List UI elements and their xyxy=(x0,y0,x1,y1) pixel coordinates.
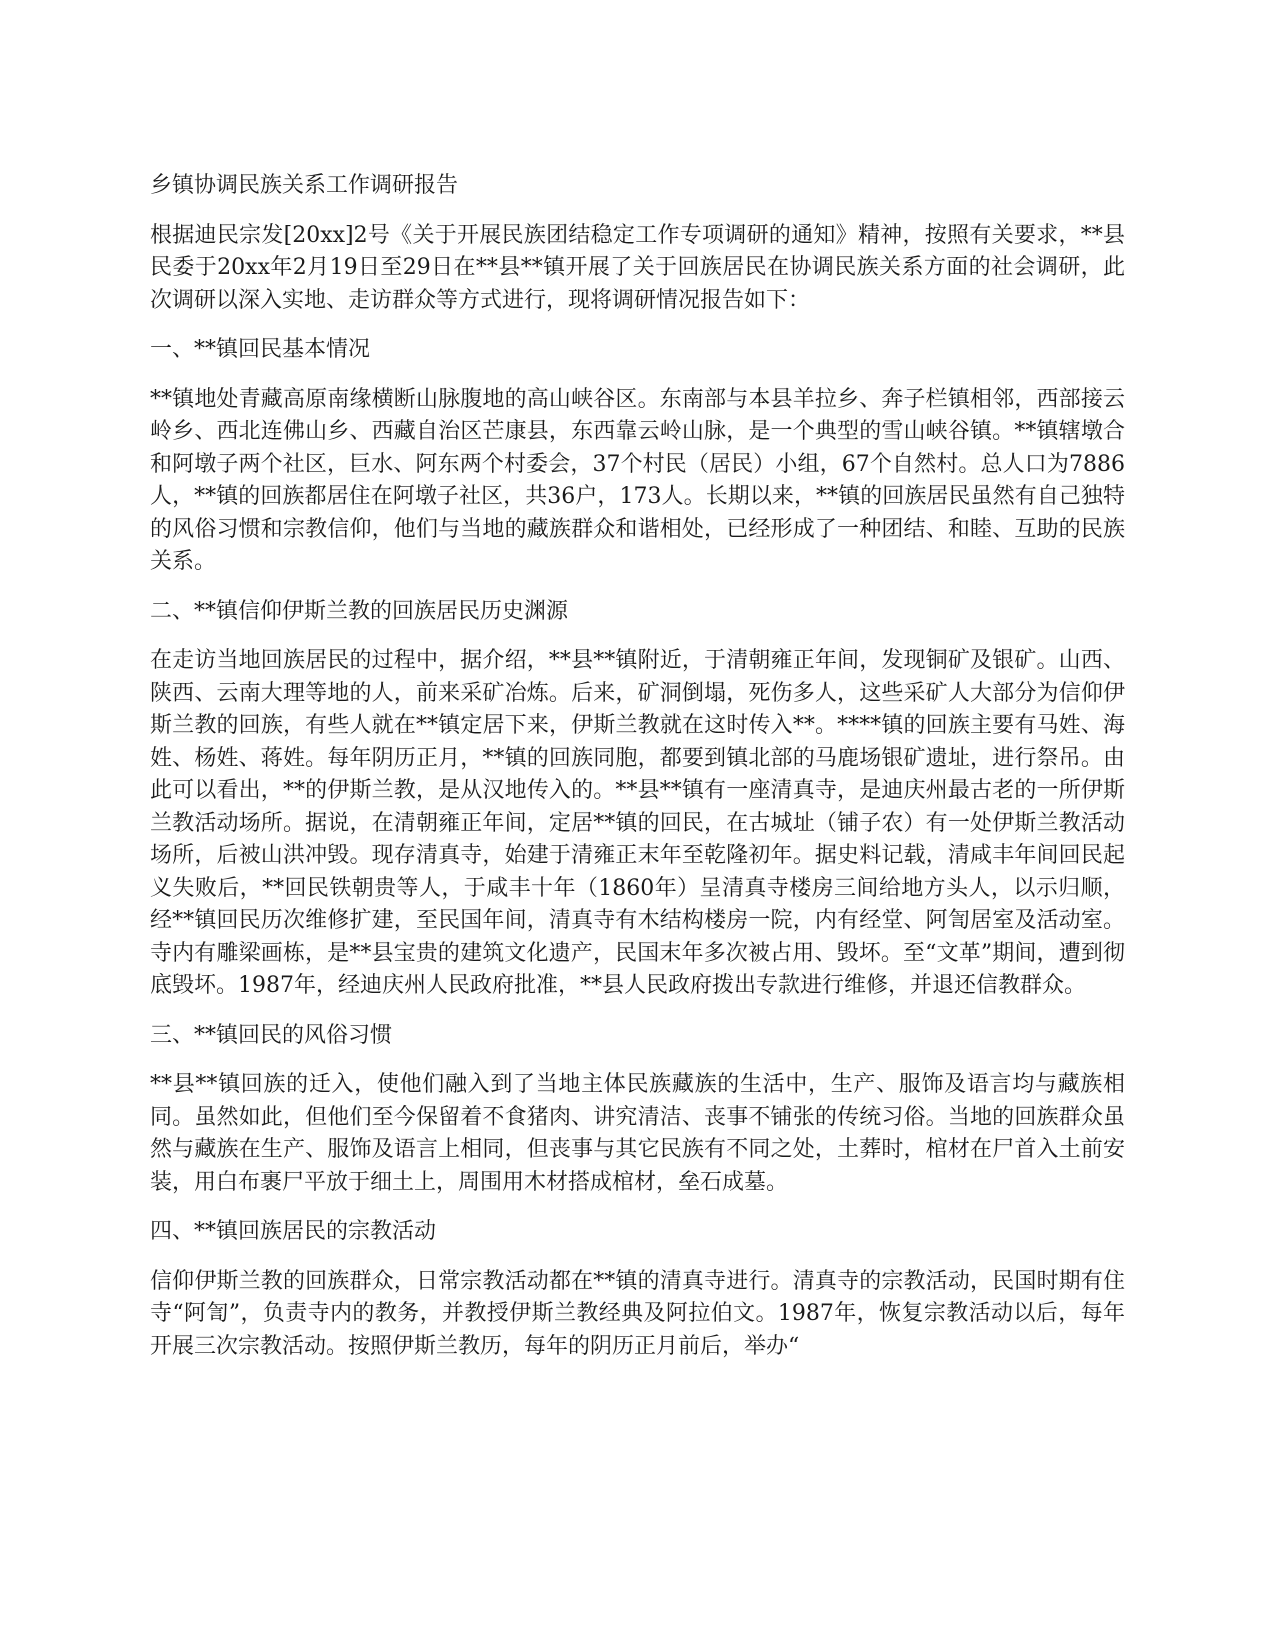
section-body-3: **县**镇回族的迁入，使他们融入到了当地主体民族藏族的生活中，生产、服饰及语言均与藏族相同。虽然如此，但他们至今保留着不食猪肉、讲究清洁、丧事不铺张的传统习俗。当地的回族群众虽然与藏族在生产、服饰及语言上相同，但丧事与其它民族有不同之处，土葬时，棺材在尸首入土前安装，用白布裹尸平放于细土上，周围用木材搭成棺材，垒石成墓。 xyxy=(150,1072,1125,1195)
document-page xyxy=(150,170,1125,1380)
section-heading-2: 二、**镇信仰伊斯兰教的回族居民历史渊源 xyxy=(150,598,569,624)
document-title: 乡镇协调民族关系工作调研报告 xyxy=(150,173,459,198)
section-heading-1: 一、**镇回民基本情况 xyxy=(150,337,371,362)
section-body-4: 信仰伊斯兰教的回族群众，日常宗教活动都在**镇的清真寺进行。清真寺的宗教活动，民国时期有住寺“阿訇”，负责寺内的教务，并教授伊斯兰教经典及阿拉伯文。1987年，恢复宗教活动以后，每年开展三次宗教活动。按照伊斯兰教历，每年的阴历正月前后，举办“ xyxy=(150,1268,1125,1359)
intro-paragraph: 根据迪民宗发[20xx]2号《关于开展民族团结稳定工作专项调研的通知》精神，按照有关要求，**县民委于20xx年2月19日至29日在**县**镇开展了关于回族居民在协调民族关系方面的社会调研，此次调研以深入实地、走访群众等方式进行，现将调研情况报告如下： xyxy=(150,222,1125,313)
section-body-1: **镇地处青藏高原南缘横断山脉腹地的高山峡谷区。东南部与本县羊拉乡、奔子栏镇相邻，西部接云岭乡、西北连佛山乡、西藏自治区芒康县，东西靠云岭山脉，是一个典型的雪山峡谷镇。**镇辖墩合和阿墩子两个社区，巨水、阿东两个村委会，37个村民（居民）小组，67个自然村。总人口为7886人，**镇的回族都居住在阿墩子社区，共36户，173人。长期以来，**镇的回族居民虽然有自己独特的风俗习惯和宗教信仰，他们与当地的藏族群众和谐相处，已经形成了一种团结、和睦、互助的民族关系。 xyxy=(150,386,1125,574)
section-heading-3: 三、**镇回民的风俗习惯 xyxy=(150,1022,393,1048)
section-heading-4: 四、**镇回族居民的宗教活动 xyxy=(150,1219,437,1244)
section-body-2: 在走访当地回族居民的过程中，据介绍，**县**镇附近，于清朝雍正年间，发现铜矿及银矿。山西、陕西、云南大理等地的人，前来采矿冶炼。后来，矿洞倒塌，死伤多人，这些采矿人大部分为信仰伊斯兰教的回族，有些人就在**镇定居下来，伊斯兰教就在这时传入**。****镇的回族主要有马姓、海姓、杨姓、蒋姓。每年阴历正月，**镇的回族同胞，都要到镇北部的马鹿场银矿遗址，进行祭吊。由此可以看出，**的伊斯兰教，是从汉地传入的。**县**镇有一座清真寺，是迪庆州最古老的一所伊斯兰教活动场所。据说，在清朝雍正年间，定居**镇的回民，在古城址（铺子农）有一处伊斯兰教活动场所，后被山洪冲毁。现存清真寺，始建于清雍正末年至乾隆初年。据史料记载，清咸丰年间回民起义失败后，**回民铁朝贵等人，于咸丰十年（1860年）呈清真寺楼房三间给地方头人，以示归顺，经**镇回民历次维修扩建，至民国年间，清真寺有木结构楼房一院，内有经堂、阿訇居室及活动室。寺内有雕梁画栋，是**县宝贵的建筑文化遗产，民国末年多次被占用、毁坏。至“文革”期间，遭到彻底毁坏。1987年，经迪庆州人民政府批准，**县人民政府拨出专款进行维修，并退还信教群众。 xyxy=(150,648,1125,998)
